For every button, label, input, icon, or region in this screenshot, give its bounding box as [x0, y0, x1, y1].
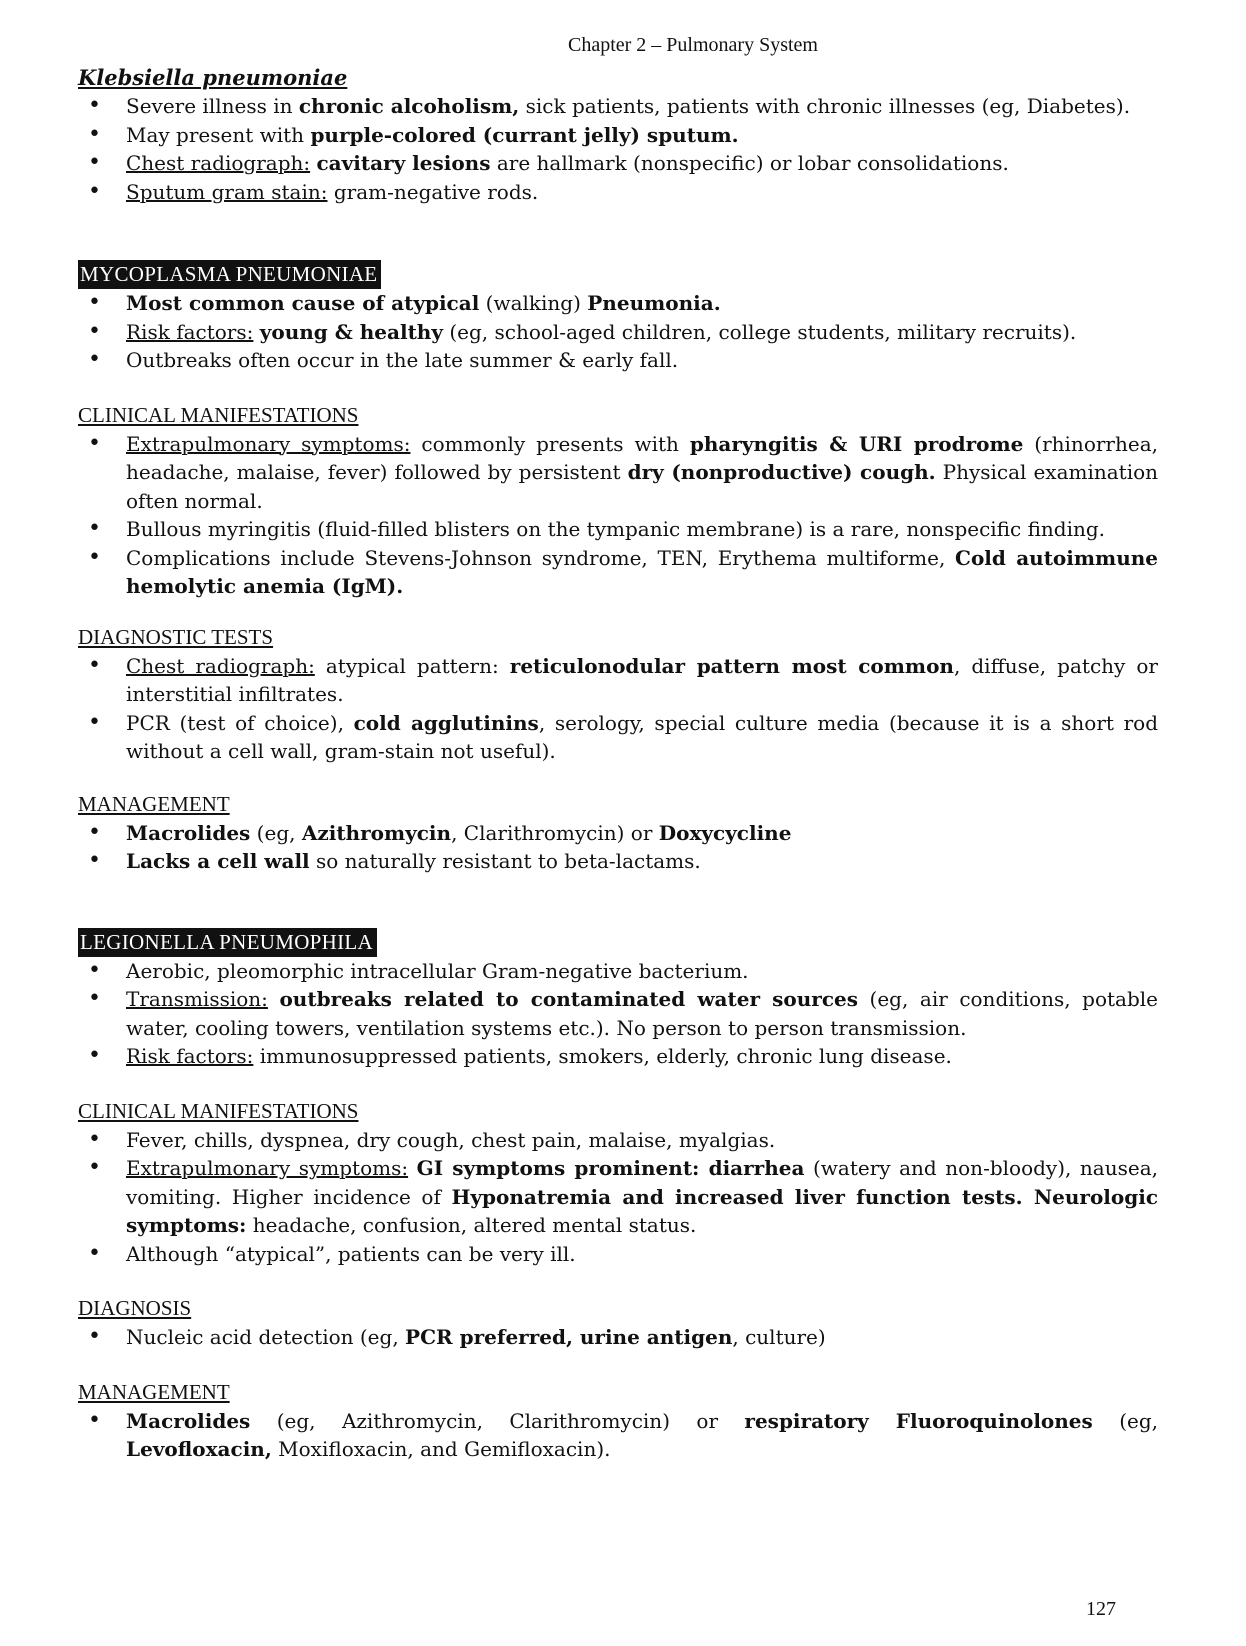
text-run: Complications include Stevens-Johnson syndrome, TEN, Erythema multiforme,: [126, 545, 956, 570]
underlined-label: Transmission:: [126, 987, 268, 1011]
bold-text: Doxycycline: [658, 820, 792, 845]
underlined-label: Extrapulmonary symptoms:: [126, 1156, 409, 1180]
list-item: [78, 178, 1158, 207]
list-item: [78, 149, 1158, 178]
text-run: Nucleic acid detection (eg,: [126, 1325, 406, 1349]
document-page: [78, 34, 1158, 1464]
text-run: atypical pattern:: [314, 653, 510, 678]
bold-text: cold agglutinins: [353, 710, 539, 735]
bold-text: Hyponatremia and increased liver function tests. Neurologic symptoms:: [126, 1184, 1159, 1237]
bold-text: young & healthy: [259, 319, 443, 344]
mycoplasma-diagnostic-title: DIAGNOSTIC TESTS: [78, 624, 274, 649]
underlined-label: Risk factors:: [126, 319, 254, 344]
text-run: (eg, school-aged children, college students, military recruits).: [442, 319, 1077, 344]
list-item: [78, 544, 1158, 601]
bold-text: PCR preferred, urine antigen: [405, 1325, 733, 1349]
legionella-heading-wrap: [78, 928, 1158, 957]
text-run: (eg, air conditions, potable water, cooling towers, ventilation systems etc.). No person to person transmission.: [126, 987, 1159, 1040]
list-item: [78, 985, 1158, 1042]
text-run: are hallmark (nonspecific) or lobar consolidations.: [490, 151, 1009, 175]
list-item: [78, 92, 1158, 121]
mycoplasma-title: MYCOPLASMA PNEUMONIAE: [78, 260, 381, 289]
text-run: headache, confusion, altered mental status.: [246, 1213, 697, 1237]
legionella-intro-bullets: [78, 957, 1158, 1071]
legionella-management-title: MANAGEMENT: [78, 1379, 230, 1404]
list-item: [78, 847, 1158, 876]
bold-text: Azithromycin: [301, 820, 452, 845]
text-run: , culture): [732, 1325, 826, 1349]
list-item: [78, 1240, 1158, 1269]
bold-text: pharyngitis & URI prodrome: [689, 431, 1024, 456]
legionella-clinical-bullets: [78, 1126, 1158, 1269]
bold-text: reticulonodular pattern most common: [509, 653, 954, 678]
list-item: [78, 1323, 1158, 1352]
text-run: PCR (test of choice),: [126, 710, 354, 735]
mycoplasma-management-bullets: [78, 819, 1158, 876]
text-run: (eg,: [1092, 1408, 1159, 1433]
list-item: [78, 652, 1158, 709]
underlined-label: Chest radiograph:: [126, 151, 311, 175]
text-run: , Clarithromycin) or: [451, 820, 659, 845]
chapter-header: Chapter 2 – Pulmonary System: [568, 34, 818, 56]
list-item: [78, 819, 1158, 848]
bold-text: GI symptoms prominent: diarrhea: [416, 1156, 805, 1180]
legionella-management-bullets: [78, 1407, 1158, 1464]
text-run: so naturally resistant to beta-lactams.: [309, 849, 701, 873]
text-run: Moxifloxacin, and Gemifloxacin).: [271, 1437, 611, 1461]
page-number: 127: [1086, 1598, 1116, 1620]
klebsiella-title: Klebsiella pneumoniae: [78, 65, 348, 90]
text-run: Severe illness in: [126, 94, 299, 118]
text-run: (eg,: [250, 820, 302, 845]
list-item: [78, 430, 1158, 516]
list-item: [78, 346, 1158, 375]
list-item: [78, 957, 1158, 986]
underlined-label: Sputum gram stain:: [126, 179, 328, 204]
list-item: [78, 515, 1158, 544]
text-run: May present with: [126, 122, 311, 147]
klebsiella-bullets: [78, 92, 1158, 206]
legionella-title: LEGIONELLA PNEUMOPHILA: [78, 928, 377, 957]
text-run: commonly presents with: [410, 431, 690, 456]
text-run: Aerobic, pleomorphic intracellular Gram-negative bacterium.: [126, 958, 749, 983]
mycoplasma-intro-bullets: [78, 289, 1158, 375]
text-run: Bullous myringitis (fluid-filled blisters on the tympanic membrane) is a rare, nonspecific finding.: [126, 517, 1106, 541]
bold-text: outbreaks related to contaminated water sources: [279, 987, 858, 1011]
underlined-label: Chest radiograph:: [126, 653, 315, 678]
text-run: Physical examination often normal.: [126, 460, 1159, 513]
text-run: gram-negative rods.: [327, 179, 539, 204]
text-run: [408, 1156, 417, 1180]
bold-text: purple-colored (currant jelly) sputum.: [310, 122, 739, 147]
bold-text: Most common cause of atypical: [126, 291, 480, 315]
bold-text: Pneumonia.: [587, 291, 721, 315]
bold-text: Cold autoimmune hemolytic anemia (IgM).: [126, 545, 1159, 598]
legionella-clinical-title: CLINICAL MANIFESTATIONS: [78, 1098, 359, 1123]
bold-text: Levofloxacin,: [126, 1437, 272, 1461]
text-run: immunosuppressed patients, smokers, elderly, chronic lung disease.: [253, 1044, 952, 1068]
text-run: sick patients, patients with chronic illnesses (eg, Diabetes).: [519, 94, 1131, 118]
legionella-diagnosis-title: DIAGNOSIS: [78, 1296, 192, 1320]
text-run: Fever, chills, dyspnea, dry cough, chest pain, malaise, myalgias.: [126, 1127, 776, 1152]
list-item: [78, 1042, 1158, 1071]
legionella-diagnosis-bullets: [78, 1323, 1158, 1352]
mycoplasma-clinical-bullets: [78, 430, 1158, 601]
text-run: (eg, Azithromycin, Clarithromycin) or: [250, 1408, 745, 1433]
text-run: (watery and non-bloody), nausea, vomiting. Higher incidence of: [126, 1156, 1158, 1209]
text-run: , diffuse, patchy or interstitial infiltrates.: [126, 653, 1158, 706]
bold-text: respiratory Fluoroquinolones: [744, 1408, 1093, 1433]
list-item: [78, 1407, 1158, 1464]
bold-text: dry (nonproductive) cough.: [627, 460, 936, 484]
list-item: [78, 121, 1158, 150]
bold-text: Macrolides: [126, 820, 251, 845]
bold-text: Lacks a cell wall: [126, 849, 310, 873]
text-run: (rhinorrhea, headache, malaise, fever) followed by persistent: [126, 431, 1158, 484]
mycoplasma-management-title: MANAGEMENT: [78, 791, 230, 816]
text-run: Outbreaks often occur in the late summer & early fall.: [126, 348, 679, 372]
mycoplasma-heading-wrap: [78, 260, 1158, 289]
underlined-label: Risk factors:: [126, 1044, 254, 1068]
bold-text: Macrolides: [126, 1408, 251, 1433]
text-run: [268, 987, 280, 1011]
text-run: , serology, special culture media (because it is a short rod without a cell wall, gram-stain not useful).: [126, 710, 1158, 763]
list-item: [78, 1154, 1158, 1240]
text-run: Although “atypical”, patients can be very ill.: [126, 1241, 576, 1266]
bold-text: cavitary lesions: [316, 151, 491, 175]
list-item: [78, 1126, 1158, 1155]
mycoplasma-diagnostic-bullets: [78, 652, 1158, 766]
list-item: [78, 709, 1158, 766]
mycoplasma-clinical-title: CLINICAL MANIFESTATIONS: [78, 402, 359, 427]
underlined-label: Extrapulmonary symptoms:: [126, 431, 411, 456]
list-item: [78, 318, 1158, 347]
text-run: (walking): [479, 291, 588, 315]
bold-text: chronic alcoholism,: [298, 94, 520, 118]
list-item: [78, 289, 1158, 318]
